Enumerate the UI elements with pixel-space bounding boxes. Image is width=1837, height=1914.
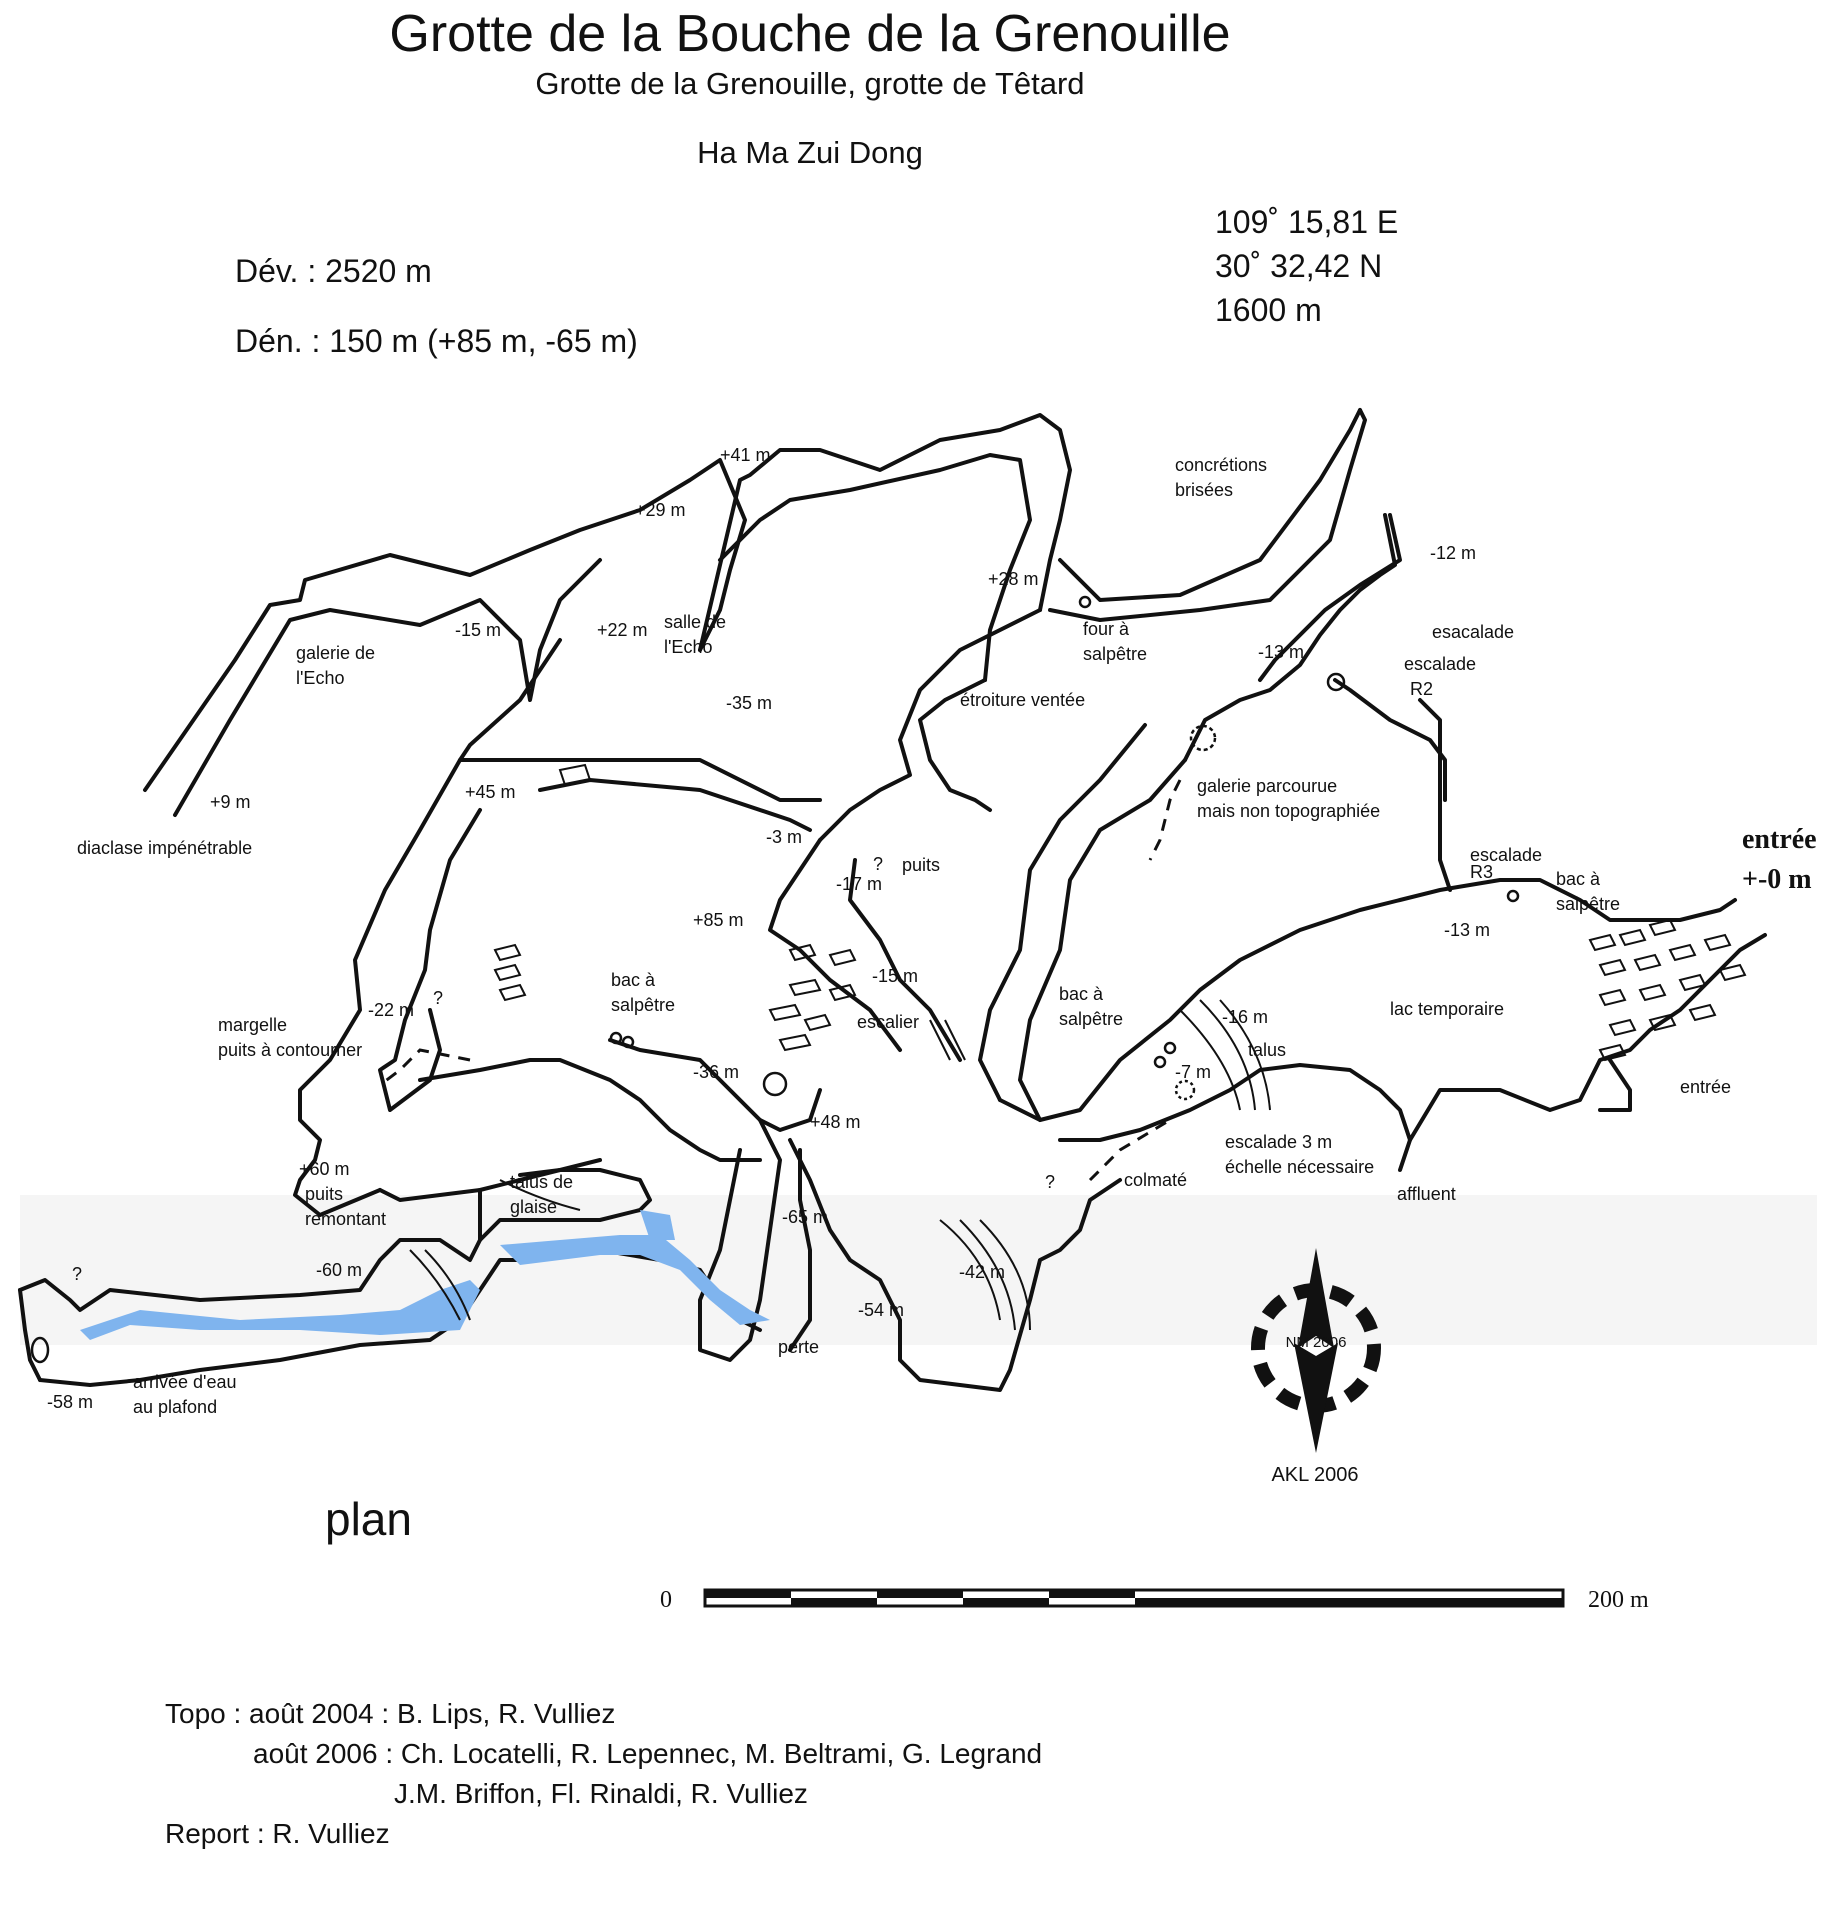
- scale-start-label: 0: [660, 1587, 672, 1613]
- label-talus: talus: [1248, 1040, 1287, 1060]
- denivelation-stat: Dén. : 150 m (+85 m, -65 m): [235, 323, 638, 359]
- cave-wall-central-trunk: [460, 640, 820, 800]
- label-entree-small: entrée: [1680, 1077, 1732, 1097]
- compass-credit: AKL 2006: [1271, 1464, 1359, 1486]
- label-minus12: -12 m: [1430, 543, 1477, 563]
- label-minus15a: -15 m: [455, 620, 502, 640]
- scale-end-label: 200 m: [1588, 1587, 1649, 1613]
- cave-wall-lower-central: [610, 1040, 820, 1130]
- label-minus16: -16 m: [1222, 1007, 1269, 1027]
- label-galerie-echo: galerie de l'Echo: [296, 643, 376, 688]
- label-plus22: +22 m: [597, 620, 648, 640]
- label-escalade-r3: escalade R3: [1470, 845, 1543, 882]
- credits-line-4: Report : R. Vulliez: [165, 1818, 390, 1849]
- label-question-1: ?: [873, 854, 884, 874]
- development-stat: Dév. : 2520 m: [235, 253, 432, 289]
- latitude: 30˚ 32,42 N: [1215, 248, 1383, 284]
- label-esacalade: esacalade: [1432, 622, 1515, 642]
- label-question-3: ?: [1045, 1172, 1056, 1192]
- label-plus85: +85 m: [693, 910, 744, 930]
- water-bodies: [80, 1210, 770, 1340]
- cave-wall-four-passage: [1060, 410, 1360, 600]
- credits-line-3: J.M. Briffon, Fl. Rinaldi, R. Vulliez: [394, 1778, 808, 1809]
- scale-bar: [705, 1590, 1563, 1606]
- cave-wall-bottom-west-end: [20, 1290, 40, 1380]
- label-bac-salpetre-1: bac à salpêtre: [1556, 869, 1621, 914]
- label-minus7: -7 m: [1175, 1062, 1211, 1082]
- label-concretions: concrétions brisées: [1175, 455, 1268, 500]
- water-main: [80, 1280, 480, 1340]
- cave-wall-echo-inner: [175, 560, 600, 815]
- map-subtitle: Grotte de la Grenouille, grotte de Têtard: [535, 66, 1085, 101]
- label-minus3: -3 m: [766, 827, 802, 847]
- label-minus60: -60 m: [316, 1260, 363, 1280]
- label-four: four à salpêtre: [1083, 619, 1148, 664]
- label-perte: perte: [778, 1337, 820, 1357]
- label-arrivee: arrivée d'eau au plafond: [133, 1372, 237, 1417]
- label-question-4: ?: [72, 1264, 83, 1284]
- label-minus22: -22 m: [368, 1000, 415, 1020]
- cave-wall-entrance-lip: [1600, 1060, 1630, 1110]
- label-plus29: +29 m: [635, 500, 686, 520]
- label-minus13a: -13 m: [1258, 642, 1305, 662]
- label-minus42: -42 m: [959, 1262, 1006, 1282]
- label-colmate: colmaté: [1124, 1170, 1188, 1190]
- label-escalade3: escalade 3 m échelle nécessaire: [1225, 1132, 1375, 1177]
- label-talus-glaise: talus de glaise: [510, 1172, 574, 1217]
- cave-wall-west-descent-inner: [380, 810, 480, 1110]
- credits-line-2: août 2006 : Ch. Locatelli, R. Lepennec, M. Beltrami, G. Legrand: [253, 1738, 1043, 1769]
- label-plus48: +48 m: [810, 1112, 861, 1132]
- label-minus54: -54 m: [858, 1300, 905, 1320]
- longitude: 109˚ 15,81 E: [1215, 204, 1399, 240]
- label-minus17: -17 m: [836, 874, 883, 894]
- pit-markers: [32, 597, 1518, 1362]
- coordinates: [1215, 200, 1398, 332]
- cave-wall-entrance-south-2: [1410, 935, 1765, 1140]
- label-plus41: +41 m: [720, 445, 771, 465]
- label-lac: lac temporaire: [1390, 999, 1505, 1019]
- plan-label: plan: [325, 1493, 412, 1545]
- cave-wall-diagonal-gallery: [980, 725, 1145, 1100]
- credits-line-1: Topo : août 2004 : B. Lips, R. Vulliez: [165, 1698, 616, 1729]
- label-question-2: ?: [433, 988, 444, 1008]
- label-margelle: margelle puits à contourner: [218, 1015, 363, 1060]
- label-affluent: affluent: [1397, 1184, 1456, 1204]
- label-bac-salpetre-3: bac à salpêtre: [1059, 984, 1124, 1029]
- chinese-name: Ha Ma Zui Dong: [697, 135, 923, 170]
- cave-wall-four-passage-inner: [1050, 410, 1365, 620]
- label-minus13b: -13 m: [1444, 920, 1491, 940]
- label-bac-salpetre-2: bac à salpêtre: [611, 970, 676, 1015]
- label-plus28: +28 m: [988, 569, 1039, 589]
- label-minus15b: -15 m: [872, 966, 919, 986]
- cave-wall-south-65-inner: [790, 1150, 810, 1350]
- cave-wall-upper-loop-inner: [720, 455, 1030, 680]
- label-minus65: -65 m: [782, 1207, 829, 1227]
- slope-hatches: [410, 1000, 1270, 1330]
- map-title: Grotte de la Bouche de la Grenouille: [389, 5, 1231, 63]
- label-diaclase: diaclase impénétrable: [77, 838, 253, 858]
- label-galerie-parcourue: galerie parcourue mais non topographiée: [1197, 776, 1381, 821]
- label-minus36: -36 m: [693, 1062, 740, 1082]
- label-escalier: escalier: [857, 1012, 920, 1032]
- compass-label: NM 2006: [1285, 1334, 1347, 1351]
- cave-wall-etroiture: [820, 610, 1040, 840]
- cave-wall-east-vertical: [1185, 515, 1395, 760]
- cave-wall-south-65: [790, 1140, 1120, 1390]
- label-escalade-r2: escalade R2: [1404, 654, 1477, 699]
- label-entree-main: entrée +-0 m: [1742, 824, 1817, 895]
- label-plus60: +60 m puits remontant: [299, 1159, 387, 1229]
- water-upper: [500, 1235, 770, 1325]
- label-etroiture: étroiture ventée: [960, 690, 1086, 710]
- altitude: 1600 m: [1215, 292, 1322, 328]
- label-salle-echo: salle de l'Echo: [664, 612, 727, 657]
- label-minus58: -58 m: [47, 1392, 94, 1412]
- label-minus35a: -35 m: [726, 693, 773, 713]
- label-plus45: +45 m: [465, 782, 516, 802]
- label-plus9: +9 m: [210, 792, 251, 812]
- label-puits: puits: [902, 855, 941, 875]
- cave-wall-central-trunk-inner: [540, 780, 810, 830]
